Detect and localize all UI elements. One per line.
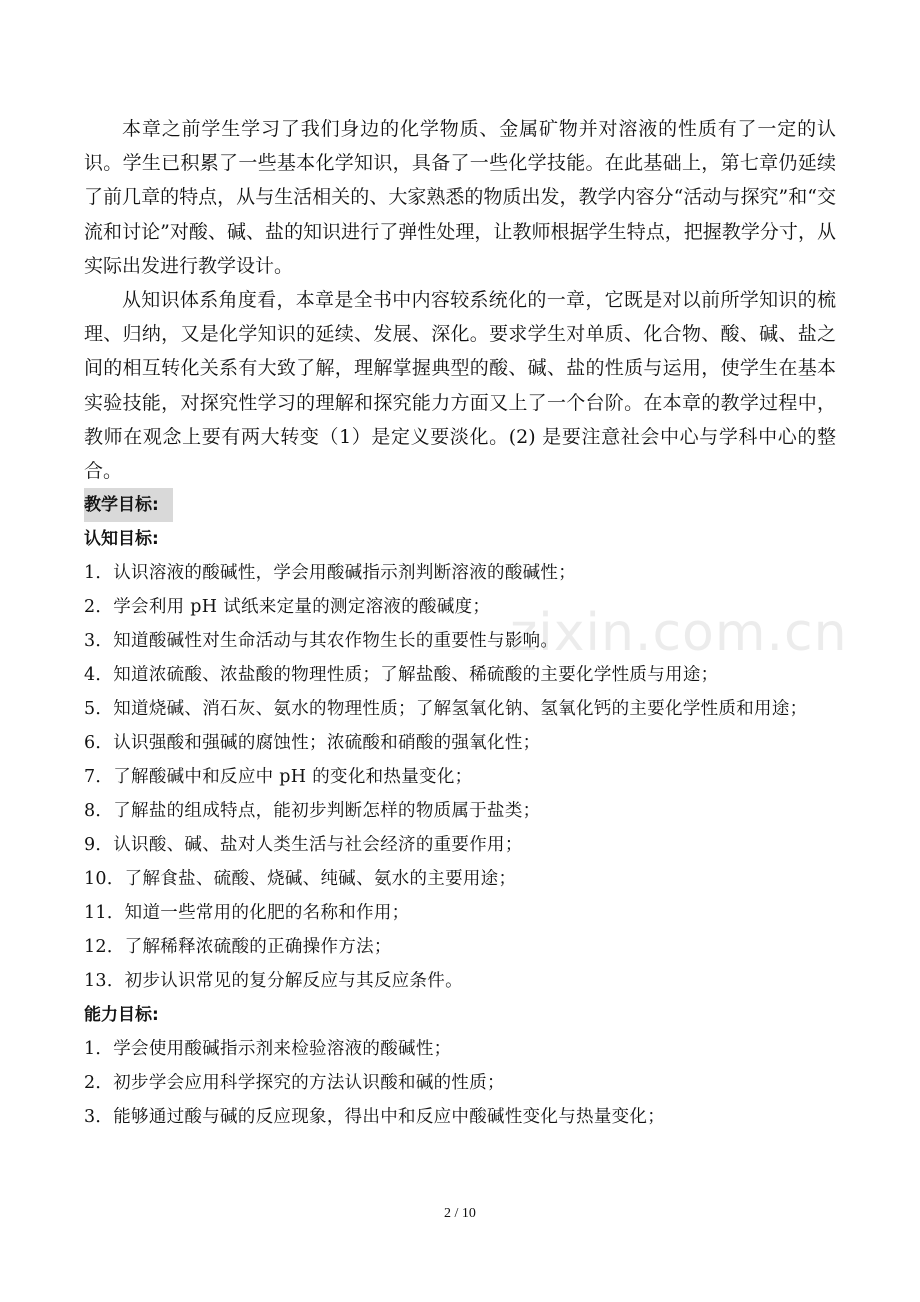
list-item: 5．知道烧碱、消石灰、氨水的物理性质；了解氢氧化钠、氢氧化钙的主要化学性质和用途；	[84, 699, 808, 720]
watermark: zixin.com.cn	[510, 603, 848, 663]
list-item: 12．了解稀释浓硫酸的正确操作方法；	[84, 937, 392, 958]
intro-paragraph-1: 本章之前学生学习了我们身边的化学物质、金属矿物并对溶液的性质有了一定的认识。学生已积累了一些基本化学知识，具备了一些化学技能。在此基础上，第七章仍延续了前几章的特点，从与生活相关的、大家熟悉的物质出发，教学内容分“活动与探究”和“交流和讨论”对酸、碱、盐的知识进行了弹性处理，让教师根据学生特点，把握教学分寸，从实际出发进行教学设计。	[84, 118, 836, 277]
document-page	[84, 112, 836, 1134]
list-item: 9．认识酸、碱、盐对人类生活与社会经济的重要作用；	[84, 835, 523, 856]
teaching-goals-heading: 教学目标:	[84, 488, 173, 522]
list-item: 2．初步学会应用科学探究的方法认识酸和碱的性质；	[84, 1073, 505, 1094]
list-item: 13．初步认识常见的复分解反应与其反应条件。	[84, 971, 463, 992]
list-item: 10．了解食盐、硫酸、烧碱、纯碱、氨水的主要用途；	[84, 869, 517, 890]
list-item: 1．学会使用酸碱指示剂来检验溶液的酸碱性；	[84, 1039, 452, 1060]
list-item: 3．知道酸碱性对生命活动与其农作物生长的重要性与影响。	[84, 631, 559, 652]
ability-goals-list	[84, 1032, 836, 1134]
list-item: 3．能够通过酸与碱的反应现象，得出中和反应中酸碱性变化与热量变化；	[84, 1107, 666, 1128]
list-item: 11．知道一些常用的化肥的名称和作用；	[84, 903, 410, 924]
cognitive-goals-list	[84, 556, 836, 998]
list-item: 7．了解酸碱中和反应中 pH 的变化和热量变化；	[84, 767, 473, 788]
list-item: 1．认识溶液的酸碱性，学会用酸碱指示剂判断溶液的酸碱性；	[84, 563, 577, 584]
list-item: 6．认识强酸和强碱的腐蚀性；浓硫酸和硝酸的强氧化性；	[84, 733, 541, 754]
list-item: 8．了解盐的组成特点，能初步判断怎样的物质属于盐类；	[84, 801, 541, 822]
goals-heading-row	[84, 488, 836, 522]
list-item: 2．学会利用 pH 试纸来定量的测定溶液的酸碱度；	[84, 597, 491, 618]
cognitive-goals-heading: 认知目标:	[84, 529, 159, 550]
intro-paragraph-2: 从知识体系角度看，本章是全书中内容较系统化的一章，它既是对以前所学知识的梳理、归纳，又是化学知识的延续、发展、深化。要求学生对单质、化合物、酸、碱、盐之间的相互转化关系有大致了解，理解掌握典型的酸、碱、盐的性质与运用，使学生在基本实验技能，对探究性学习的理解和探究能力方面又上了一个台阶。在本章的教学过程中，教师在观念上要有两大转变（1）是定义要淡化。(2) 是要注意社会中心与学科中心的整合。	[84, 289, 836, 483]
list-item: 4．知道浓硫酸、浓盐酸的物理性质；了解盐酸、稀硫酸的主要化学性质与用途；	[84, 665, 719, 686]
ability-goals-heading: 能力目标:	[84, 1005, 159, 1026]
page-number: 2 / 10	[444, 1206, 476, 1221]
